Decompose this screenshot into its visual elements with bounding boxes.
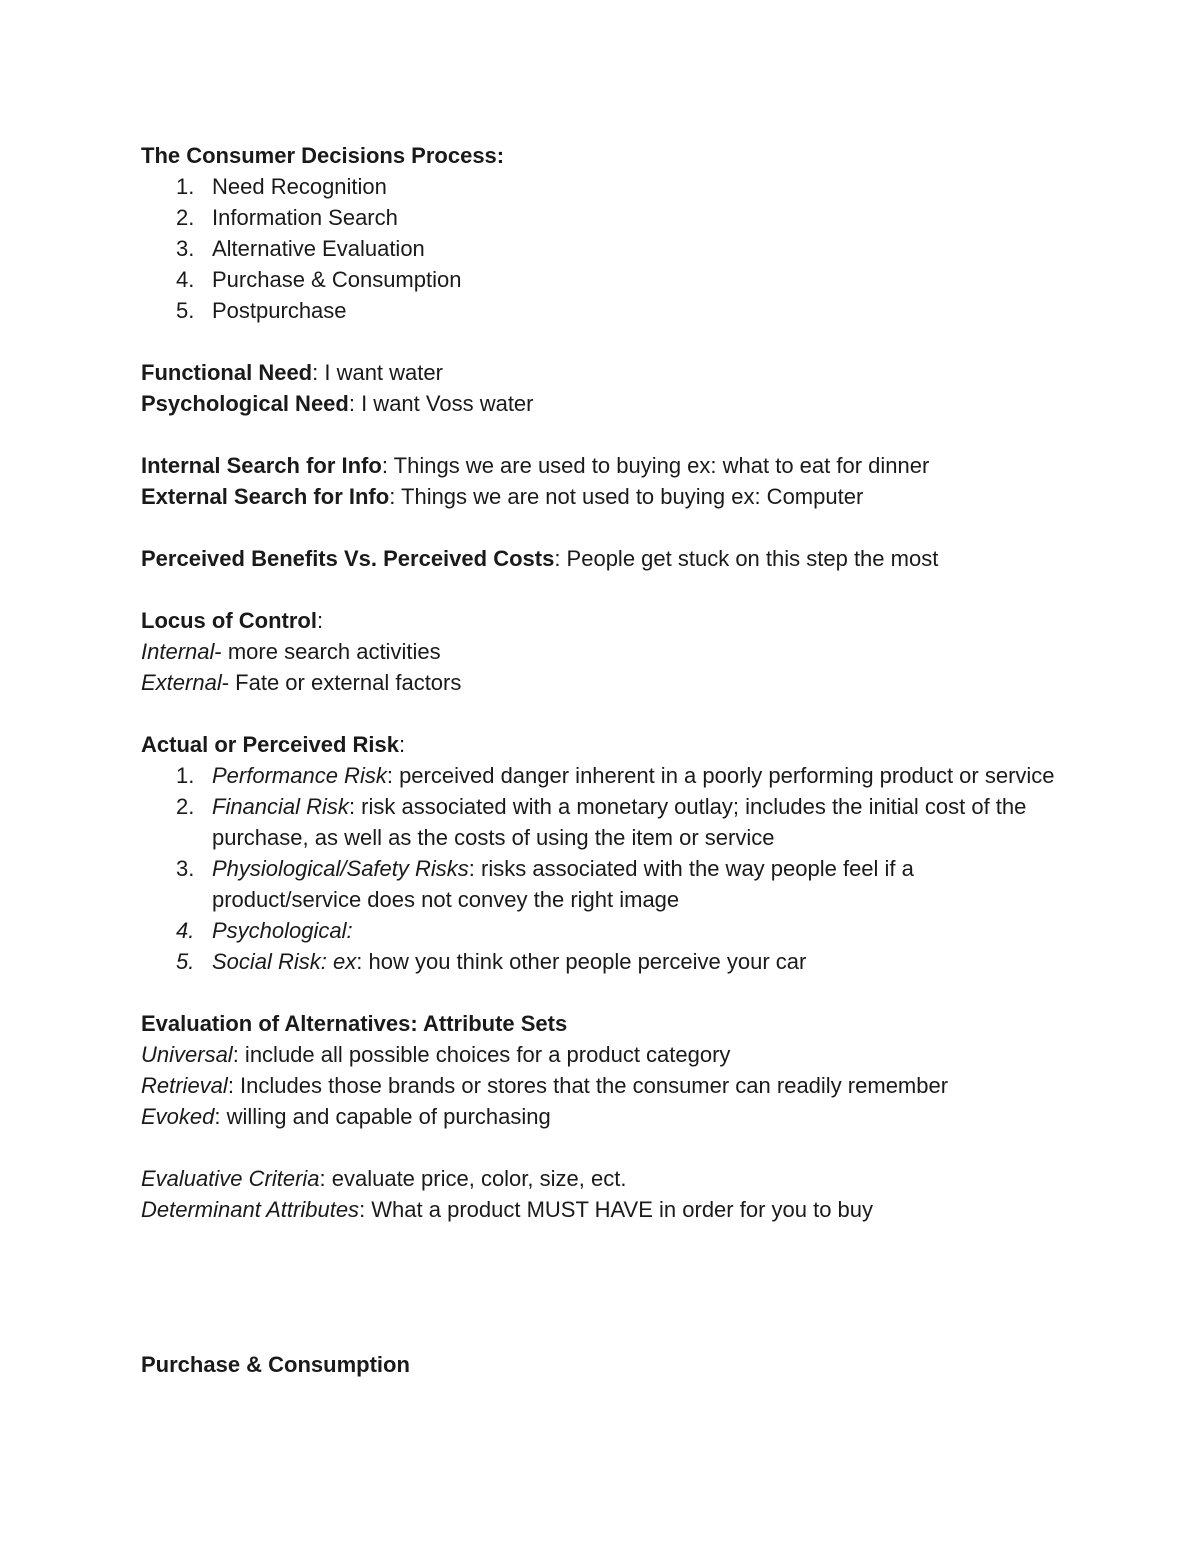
step-number: 3. [176, 236, 195, 261]
determinant-attributes-term: Determinant Attributes [141, 1197, 360, 1222]
retrieval-line [141, 1070, 1061, 1101]
risk-number: 1. [176, 763, 195, 788]
risk-number: 5. [176, 949, 195, 974]
benefits-costs-term: Perceived Benefits Vs. Perceived Costs [141, 546, 555, 571]
benefits-costs-text: : People get stuck on this step the most [554, 546, 939, 571]
retrieval-term: Retrieval [141, 1073, 228, 1098]
external-search-term: External Search for Info [141, 484, 390, 509]
step-number: 4. [176, 267, 195, 292]
locus-term: Locus of Control [141, 608, 317, 633]
step-text: Postpurchase [212, 298, 347, 323]
process-step [141, 171, 1061, 202]
process-steps-list [141, 171, 1061, 326]
universal-term: Universal [141, 1042, 233, 1067]
purchase-consumption-heading: Purchase & Consumption [141, 1352, 410, 1377]
step-text: Information Search [212, 205, 398, 230]
locus-external-line [141, 667, 1061, 698]
evoked-line [141, 1101, 1061, 1132]
locus-external-text: - Fate or external factors [221, 670, 462, 695]
risk-item-term: Performance Risk [212, 763, 387, 788]
risk-item [141, 853, 1061, 915]
internal-search-text: : Things we are used to buying ex: what to eat for dinner [381, 453, 930, 478]
psychological-need-text: : I want Voss water [348, 391, 534, 416]
process-step [141, 295, 1061, 326]
determinant-attributes-line [141, 1194, 1061, 1225]
risk-item-term: Psychological: [212, 918, 353, 943]
risk-item-text: : perceived danger inherent in a poorly performing product or service [386, 763, 1055, 788]
process-step [141, 233, 1061, 264]
locus-internal-term: Internal [141, 639, 215, 664]
step-text: Alternative Evaluation [212, 236, 425, 261]
risk-item-text: : risk associated with a monetary outlay; includes the initial cost of the purchase, as well as the costs of using the item or service [212, 794, 1027, 850]
step-number: 5. [176, 298, 195, 323]
evoked-text: : willing and capable of purchasing [214, 1104, 551, 1129]
risk-number: 4. [176, 918, 195, 943]
risk-list [141, 760, 1061, 977]
risk-item [141, 760, 1061, 791]
locus-internal-text: - more search activities [214, 639, 441, 664]
locus-colon: : [316, 608, 324, 633]
risk-number: 2. [176, 794, 195, 819]
locus-external-term: External [141, 670, 222, 695]
psychological-need-line [141, 388, 1061, 419]
document-page [141, 140, 1061, 1380]
psychological-need-term: Psychological Need [141, 391, 349, 416]
risk-item [141, 915, 1061, 946]
external-search-text: : Things we are not used to buying ex: Computer [389, 484, 864, 509]
determinant-attributes-text: : What a product MUST HAVE in order for you to buy [359, 1197, 874, 1222]
risk-item-text: : how you think other people perceive your car [356, 949, 807, 974]
retrieval-text: : Includes those brands or stores that the consumer can readily remember [227, 1073, 949, 1098]
functional-need-line [141, 357, 1061, 388]
locus-heading [141, 605, 1061, 636]
risk-term: Actual or Perceived Risk [141, 732, 400, 757]
risk-heading [141, 729, 1061, 760]
step-text: Purchase & Consumption [212, 267, 462, 292]
evoked-term: Evoked [141, 1104, 215, 1129]
internal-search-term: Internal Search for Info [141, 453, 382, 478]
functional-need-text: : I want water [312, 360, 443, 385]
process-heading: The Consumer Decisions Process: [141, 143, 505, 168]
risk-item [141, 946, 1061, 977]
risk-number: 3. [176, 856, 195, 881]
evaluative-criteria-text: : evaluate price, color, size, ect. [319, 1166, 627, 1191]
universal-text: : include all possible choices for a product category [232, 1042, 731, 1067]
risk-item-term: Social Risk: ex [212, 949, 357, 974]
risk-item [141, 791, 1061, 853]
evaluative-criteria-term: Evaluative Criteria [141, 1166, 320, 1191]
attribute-sets-heading: Evaluation of Alternatives: Attribute Sets [141, 1011, 568, 1036]
risk-item-term: Financial Risk [212, 794, 349, 819]
step-number: 2. [176, 205, 195, 230]
risk-item-term: Physiological/Safety Risks [212, 856, 469, 881]
functional-need-term: Functional Need [141, 360, 313, 385]
step-text: Need Recognition [212, 174, 387, 199]
risk-colon: : [399, 732, 406, 757]
benefits-costs-line [141, 543, 1061, 574]
locus-internal-line [141, 636, 1061, 667]
universal-line [141, 1039, 1061, 1070]
process-step [141, 264, 1061, 295]
external-search-line [141, 481, 1061, 512]
evaluative-criteria-line [141, 1163, 1061, 1194]
internal-search-line [141, 450, 1061, 481]
process-step [141, 202, 1061, 233]
step-number: 1. [176, 174, 195, 199]
risk-item-text: : risks associated with the way people feel if a product/service does not convey the right image [212, 856, 914, 912]
